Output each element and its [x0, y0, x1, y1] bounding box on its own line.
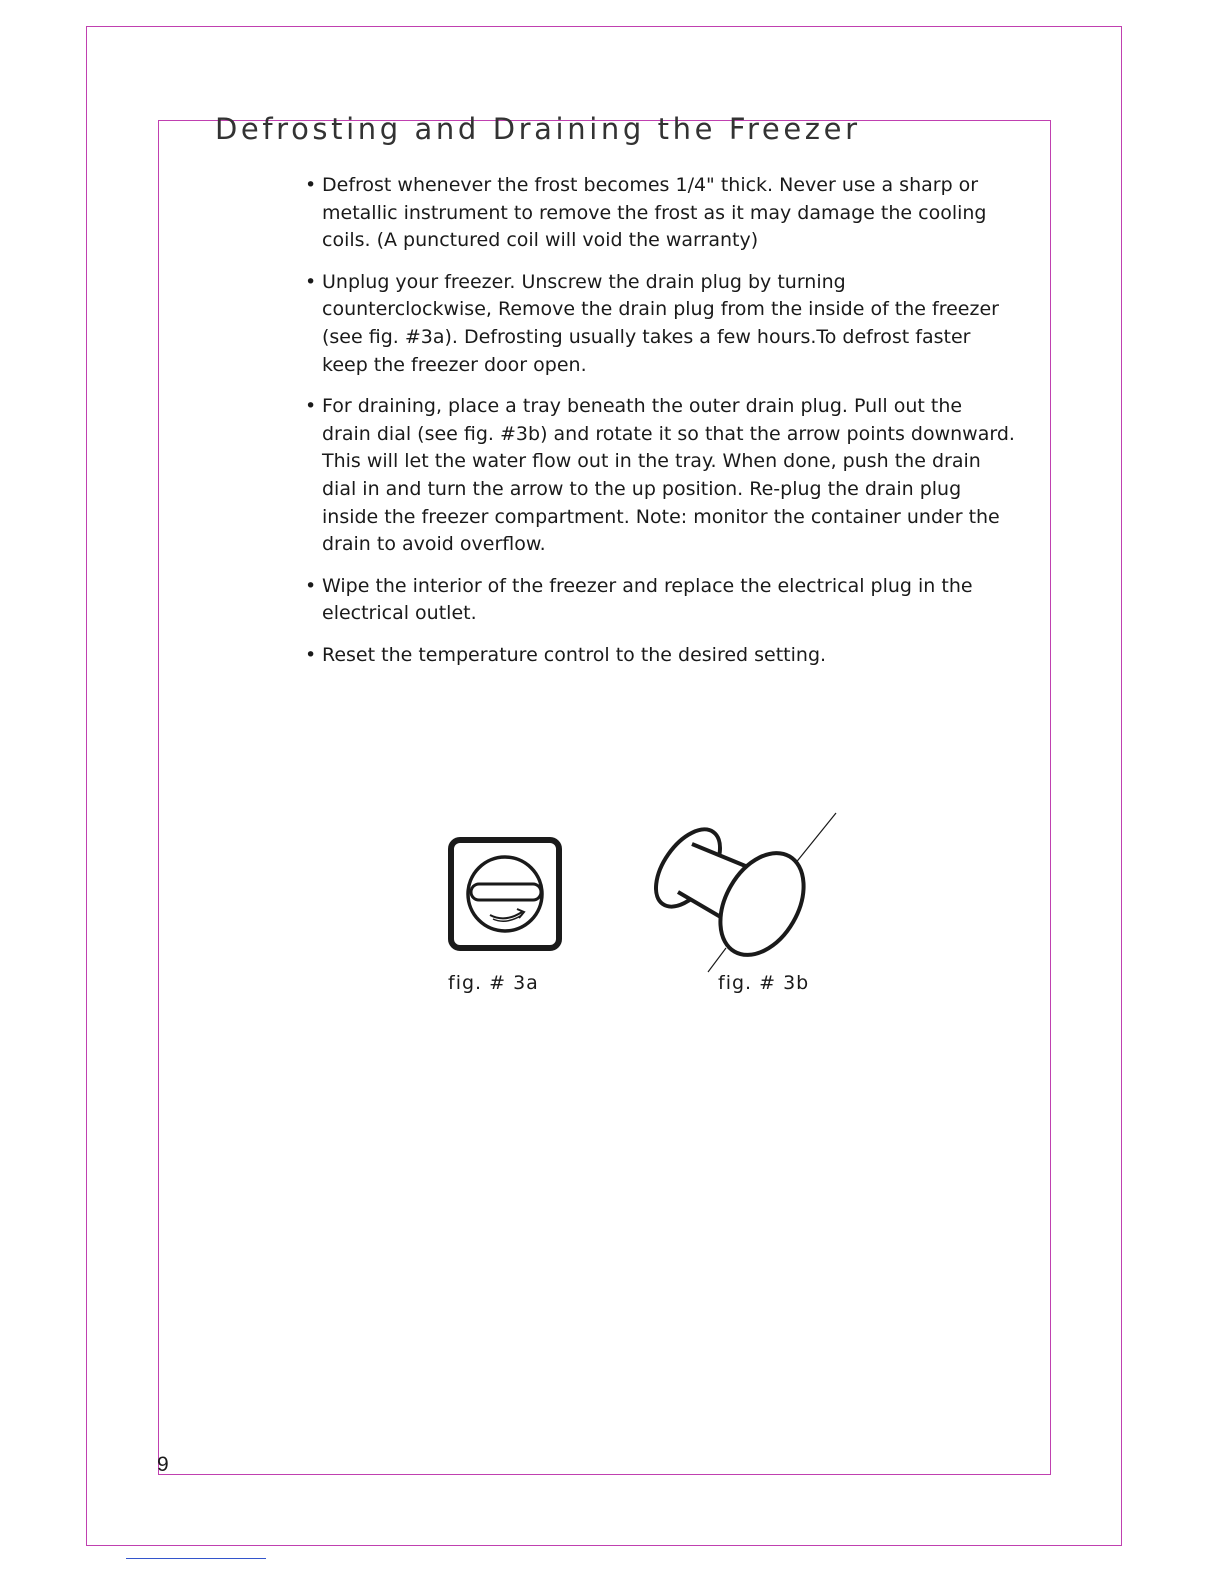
list-item-text: Unplug your freezer. Unscrew the drain plug by turning counterclockwise, Remove the drain plug from the inside of the freezer (see fig. #3a). Defrosting usually takes a few hours.To defrost faster keep the freezer door open. [322, 270, 999, 376]
list-item [305, 269, 1015, 379]
instruction-list [305, 172, 1015, 684]
list-item-text: Defrost whenever the frost becomes 1/4" thick. Never use a sharp or metallic instrument to remove the frost as it may damage the cooling coils. (A punctured coil will void the warranty) [322, 174, 987, 252]
list-item-text: Reset the temperature control to the desired setting. [322, 643, 827, 666]
bullet-icon: • [305, 395, 317, 418]
figure-caption-3a: fig. # 3a [448, 972, 539, 994]
bullet-icon: • [305, 574, 317, 597]
drain-dial-icon [640, 808, 840, 976]
list-item-text: Wipe the interior of the freezer and replace the electrical plug in the electrical outlet. [322, 574, 973, 625]
bullet-icon: • [305, 174, 317, 196]
bullet-icon: • [305, 270, 317, 293]
page-number: 9 [157, 1453, 169, 1476]
list-item [305, 573, 1015, 628]
page-title: Defrosting and Draining the Freezer [215, 112, 861, 146]
bullet-icon: • [305, 643, 317, 666]
figure-caption-3b: fig. # 3b [718, 972, 810, 994]
bottom-rule [126, 1558, 266, 1559]
list-item [305, 172, 1015, 255]
list-item [305, 393, 1015, 559]
list-item-text: For draining, place a tray beneath the outer drain plug. Pull out the drain dial (see fig. #3b) and rotate it so that the arrow points downward. This will let the water flow out in the tray. When done, push the drain dial in and turn the arrow to the up position. Re-plug the drain plug inside the freezer compartment. Note: monitor the container under the drain to avoid overflow. [322, 395, 1015, 556]
drain-plug-icon [446, 835, 566, 955]
list-item [305, 642, 1015, 670]
